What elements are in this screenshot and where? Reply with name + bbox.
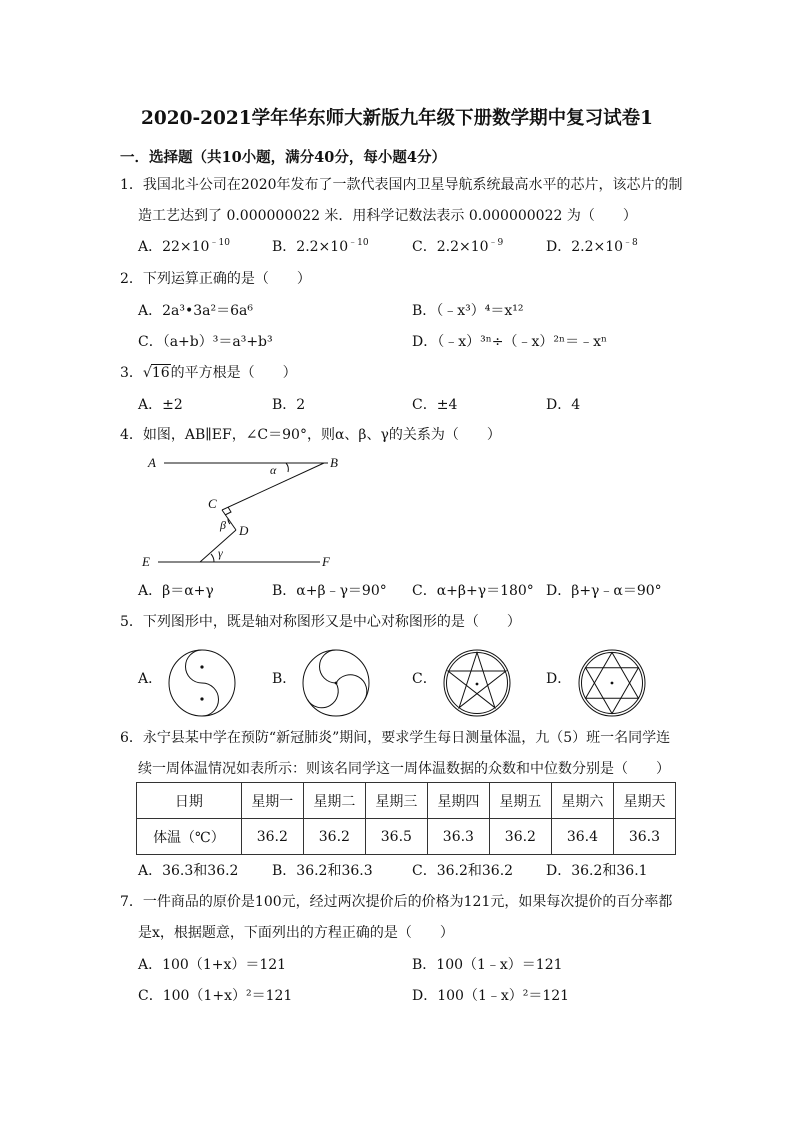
q2-stem: 2．下列运算正确的是（ ） [120, 271, 311, 287]
q5-option-a-label: A． [138, 671, 163, 687]
q7-option-b: B．100（1﹣x）＝121 [412, 957, 563, 973]
q4-option-a: A．β＝α+γ [138, 583, 214, 599]
table-header-cell: 日期 [137, 783, 242, 819]
q3-stem: 3．√16的平方根是（ ） [120, 365, 297, 381]
table-row [137, 819, 676, 855]
table-cell: 36.4 [551, 819, 613, 855]
q4-option-c: C．α+β+γ＝180° [412, 583, 534, 599]
taiji-figure [164, 645, 240, 721]
table-header-cell: 星期二 [303, 783, 365, 819]
temperature-table [136, 782, 676, 855]
q3-option-c: C．±4 [412, 397, 458, 413]
q7-line2: 是x，根据题意，下面列出的方程正确的是（ ） [138, 925, 454, 941]
q3-option-a: A．±2 [138, 397, 183, 413]
q3-option-b: B．2 [272, 397, 306, 413]
q6-option-d: D．36.2和36.1 [546, 863, 648, 879]
table-cell: 36.2 [489, 819, 551, 855]
q4-option-d: D．β+γ﹣α＝90° [546, 583, 662, 599]
q1-line1: 1．我国北斗公司在2020年发布了一款代表国内卫星导航系统最高水平的芯片，该芯片的制 [120, 177, 683, 193]
q6-line1: 6．永宁县某中学在预防“新冠肺炎”期间，要求学生每日测量体温，九（5）班一名同学连 [120, 730, 671, 746]
table-cell: 体温（℃） [137, 819, 242, 855]
q6-option-a: A．36.3和36.2 [138, 863, 239, 879]
table-header-cell: 星期六 [551, 783, 613, 819]
hexagram-figure [572, 643, 652, 723]
table-header-row [137, 783, 676, 819]
q1-option-a: A．$22\times 10^{﹣10}$ [138, 238, 230, 255]
point-label-c: C [208, 496, 217, 511]
q1-option-c: C．$2.2\times 10^{﹣9}$ [412, 238, 504, 255]
q1-option-b: B．$2.2\times 10^{﹣10}$ [272, 238, 369, 255]
q7-line1: 7．一件商品的原价是100元，经过两次提价后的价格为121元，如果每次提价的百分率都 [120, 894, 673, 910]
alpha-arc [286, 463, 288, 472]
q5-option-c-label: C． [412, 671, 437, 687]
angle-label-beta: β [220, 518, 226, 532]
q7-option-c: C．100（1+x）²＝121 [138, 988, 293, 1004]
q7-option-d: D．100（1﹣x）²＝121 [412, 988, 570, 1004]
q6-option-b: B．36.2和36.3 [272, 863, 373, 879]
q4-option-b: B．α+β﹣γ＝90° [272, 583, 387, 599]
table-header-cell: 星期四 [427, 783, 489, 819]
point-label-f: F [322, 554, 330, 569]
pentagram-figure [437, 643, 517, 723]
q4-stem: 4．如图，AB∥EF，∠C＝90°，则α、β、γ的关系为（ ） [120, 427, 501, 443]
q2-option-b: B．（﹣x³）⁴＝x¹² [412, 303, 524, 319]
q2-option-d: D．（﹣x）³ⁿ÷（﹣x）²ⁿ＝﹣xⁿ [412, 334, 608, 350]
q3-option-d: D．4 [546, 397, 581, 413]
point-label-e: E [142, 554, 150, 569]
table-cell: 36.3 [427, 819, 489, 855]
q7-option-a: A．100（1+x）＝121 [138, 957, 287, 973]
q2-option-c: C．（a+b）³＝a³+b³ [138, 334, 273, 350]
table-header-cell: 星期一 [241, 783, 303, 819]
table-header-cell: 星期天 [613, 783, 675, 819]
table-cell: 36.3 [613, 819, 675, 855]
table-cell: 36.5 [365, 819, 427, 855]
page-title: 2020-2021学年华东师大新版九年级下册数学期中复习试卷1 [140, 108, 654, 129]
point-label-d: D [239, 523, 249, 538]
q6-option-c: C．36.2和36.2 [412, 863, 514, 879]
q4-geometry-figure [138, 450, 348, 572]
section-heading: 一．选择题（共10小题，满分40分，每小题4分） [120, 149, 446, 166]
point-label-a: A [148, 455, 156, 470]
q5-stem: 5．下列图形中，既是轴对称图形又是中心对称图形的是（ ） [120, 614, 521, 630]
table-header-cell: 星期三 [365, 783, 427, 819]
angle-label-gamma: γ [218, 546, 223, 560]
q5-option-d-label: D． [546, 671, 572, 687]
triskelion-figure [298, 645, 374, 721]
table-cell: 36.2 [303, 819, 365, 855]
q6-line2: 续一周体温情况如表所示：则该名同学这一周体温数据的众数和中位数分别是（ ） [138, 761, 670, 777]
point-label-b: B [330, 455, 338, 470]
q1-line2: 造工艺达到了 0.000000022 米．用科学记数法表示 0.000000022 为（ ） [138, 208, 637, 224]
table-cell: 36.2 [241, 819, 303, 855]
q5-option-b-label: B． [272, 671, 297, 687]
sqrt-symbol: √16 [142, 365, 170, 381]
q2-option-a: A．2a³•3a²＝6a⁶ [138, 303, 253, 319]
angle-label-alpha: α [270, 463, 277, 477]
q1-option-d: D．$2.2\times 10^{﹣8}$ [546, 238, 638, 255]
table-header-cell: 星期五 [489, 783, 551, 819]
gamma-arc [211, 554, 214, 562]
